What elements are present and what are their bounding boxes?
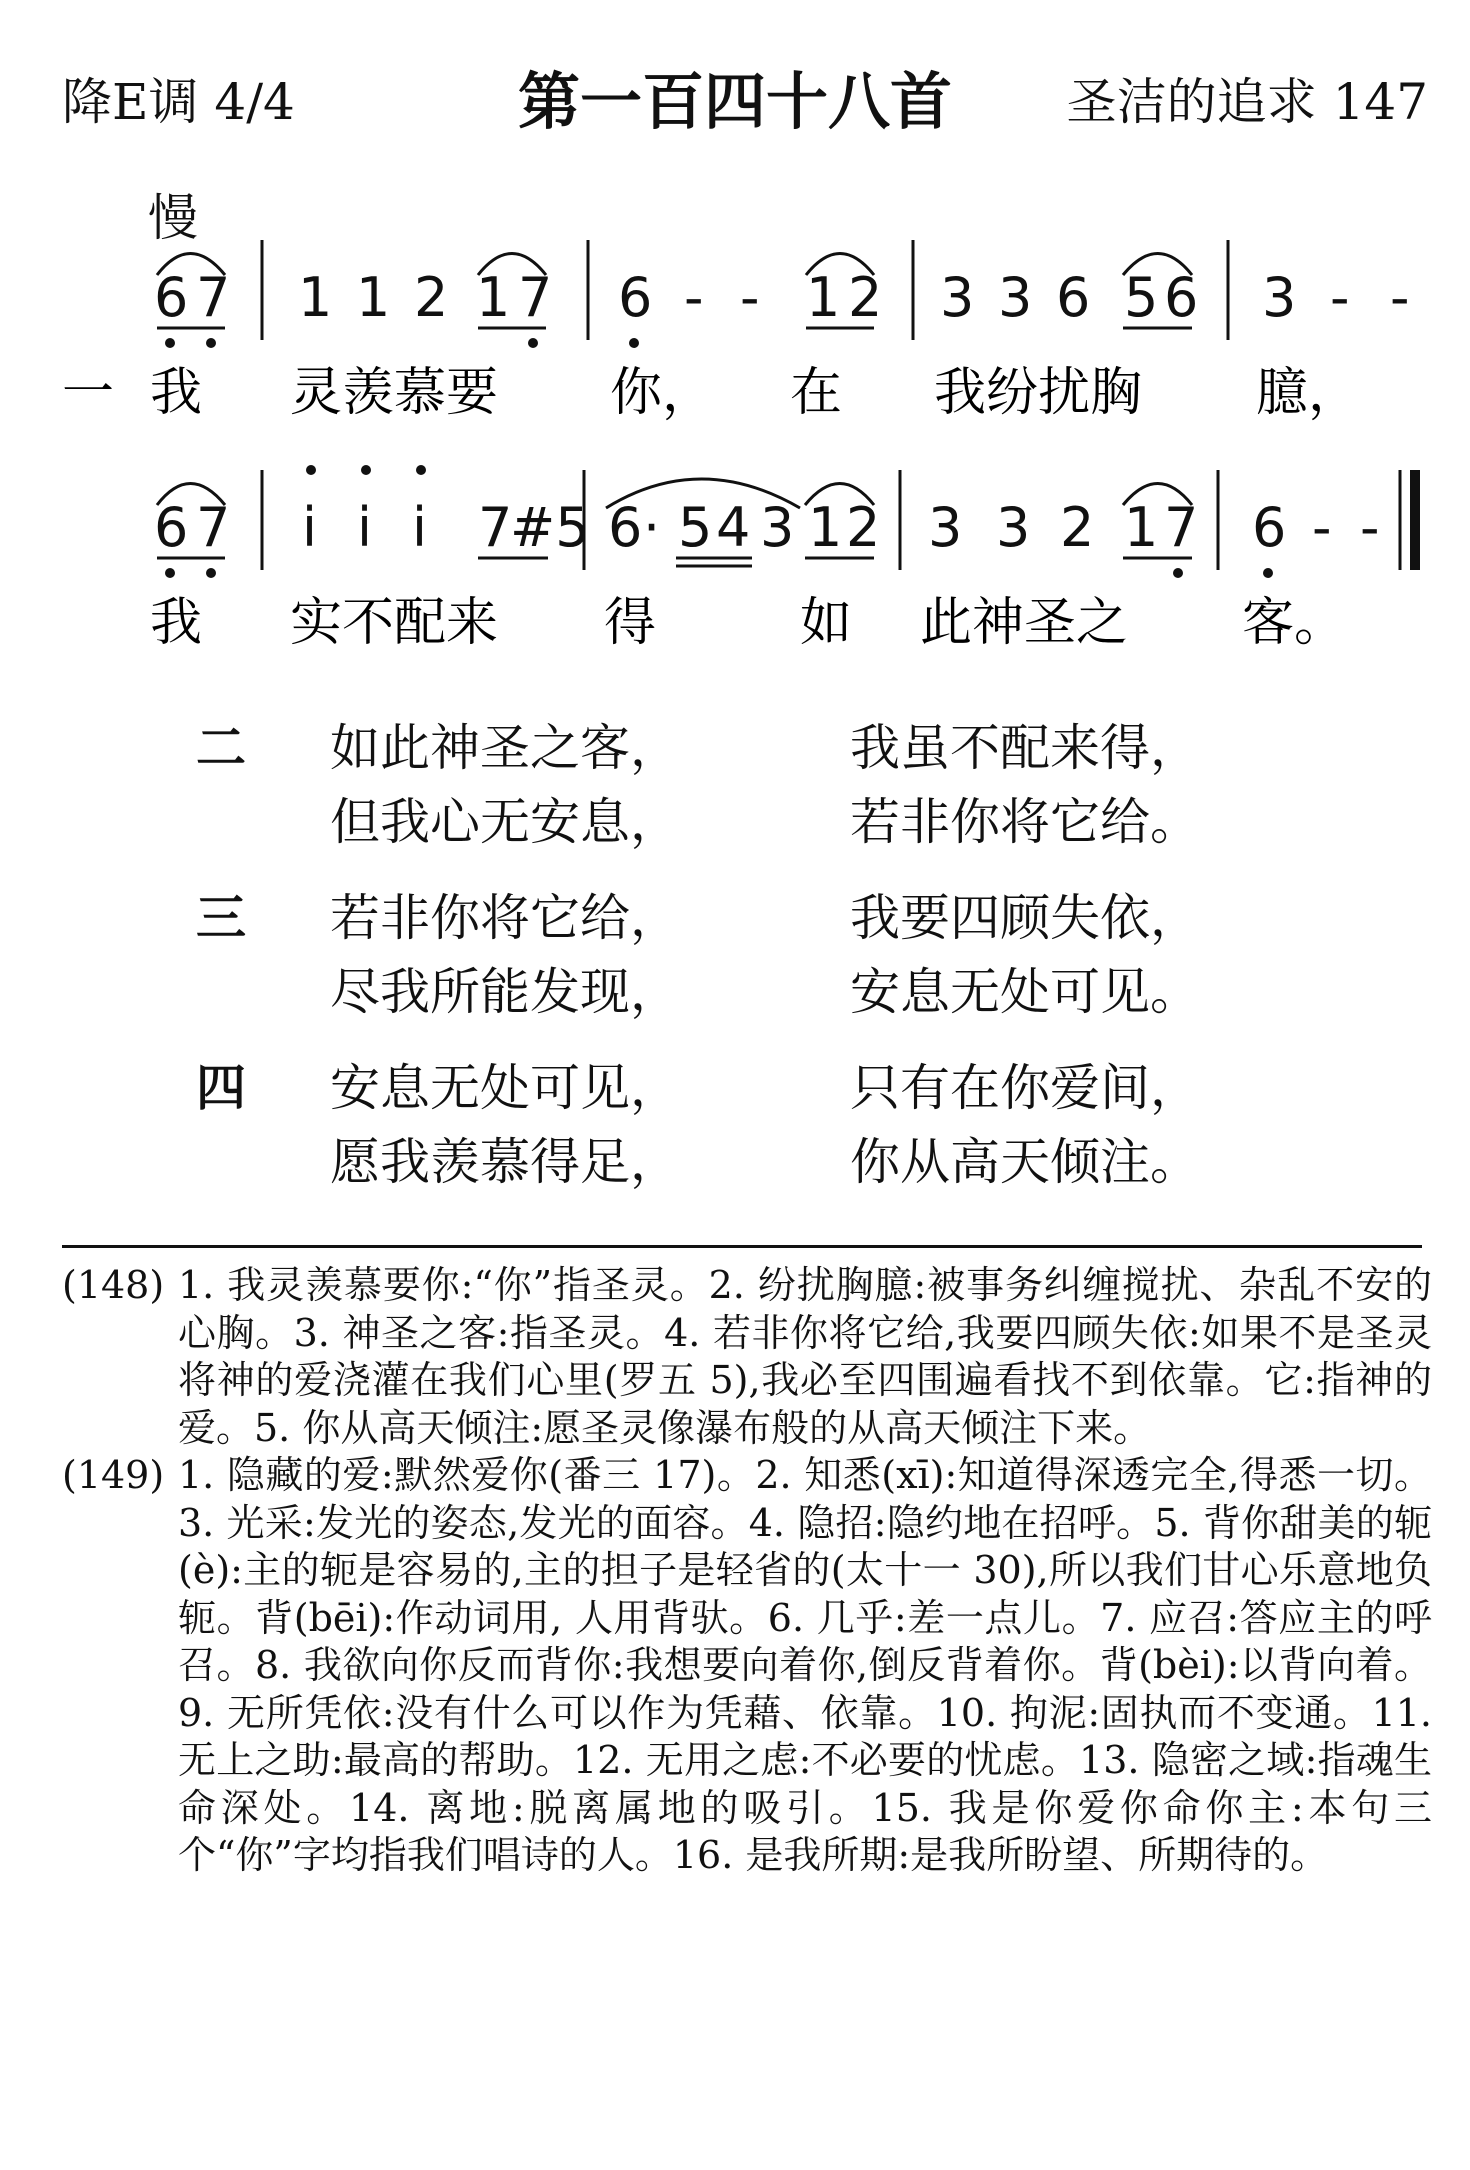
verse-line: 若非你将它给，: [330, 889, 680, 947]
key-signature: 降E调 4/4: [62, 73, 295, 131]
note: 1: [1124, 496, 1159, 559]
note: 5: [678, 496, 713, 559]
score-line-2-lyrics: [150, 593, 1346, 653]
footnote-text: 1. 我灵羡慕要你:“你”指圣灵。2. 纷扰胸臆:被事务纠缠搅扰、杂乱不安的心胸。3. 神圣之客:指圣灵。4. 若非你将它给,我要四顾失依:如果不是圣灵将神的爱浇灌在我们心里(罗五 5),我必至四围遍看找不到依靠。它:指神的爱。5. 你从高天倾注:愿圣灵像瀑布般的从高天倾注下来。: [178, 1263, 1432, 1450]
note: -: [740, 266, 760, 329]
lyric: 实不配来: [290, 593, 499, 653]
note: 6: [154, 496, 189, 559]
upper-octave-dot: [361, 465, 371, 475]
lyric: 灵羡慕要: [290, 363, 499, 423]
note: i: [302, 496, 318, 559]
note: -: [684, 266, 704, 329]
note: 6: [608, 496, 643, 559]
note: 3: [996, 496, 1031, 559]
upper-octave-dot: [416, 465, 426, 475]
note: -: [1360, 496, 1380, 559]
score-line-1-lyrics: [62, 363, 1360, 423]
footnote-divider: [62, 1245, 1422, 1248]
verse-number: 一: [62, 363, 115, 423]
lower-octave-dot: [1263, 568, 1273, 578]
note: 1: [806, 266, 841, 329]
note: i: [412, 496, 428, 559]
note: 3: [1262, 266, 1297, 329]
note: #5: [510, 496, 590, 559]
lower-octave-dot: [629, 338, 639, 348]
note: 1: [808, 496, 843, 559]
lower-octave-dot: [206, 568, 216, 578]
verse-number: 三: [196, 888, 246, 947]
verse-line: 尽我所能发现，: [330, 963, 680, 1021]
verse-line: 我要四顾失依，: [850, 889, 1200, 947]
note: 2: [848, 266, 883, 329]
note: ·: [643, 496, 661, 559]
note: -: [1312, 496, 1332, 559]
footnote-ref: (149): [62, 1453, 165, 1497]
note: i: [357, 496, 373, 559]
lyric: 得: [604, 593, 657, 653]
note: -: [1390, 266, 1410, 329]
note: 2: [414, 266, 449, 329]
lyric: 在: [790, 363, 843, 423]
note: 3: [940, 266, 975, 329]
lower-octave-dot: [1173, 568, 1183, 578]
score-line-2-notes: [154, 496, 1380, 559]
footnote-149: [62, 1452, 1432, 1880]
lyric: 我纷扰胸: [934, 363, 1143, 423]
lyric: 我: [150, 593, 203, 653]
tempo-marking: 慢: [148, 189, 198, 247]
note: 7: [196, 496, 231, 559]
footnote-text: 1. 隐藏的爱:默然爱你(番三 17)。2. 知悉(xī):知道得深透完全,得悉一切。3. 光采:发光的姿态,发光的面容。4. 隐招:隐约地在招呼。5. 背你甜美的轭(è):主的轭是容易的,主的担子是轻省的(太十一 30),所以我们甘心乐意地负轭。背(bēi):作动词用, 人用背驮。6. 几乎:差一点儿。7. 应召:答应主的呼召。8. 我欲向你反而背你:我想要向着你,倒反背着你。背(bèi):以背向着。9. 无所凭依:没有什么可以作为凭藉、依靠。10. 拘泥:固执而不变通。11. 无上之助:最高的帮助。12. 无用之虑:不必要的忧虑。13. 隐密之域:指魂生命深处。14. 离地:脱离属地的吸引。15. 我是你爱你命你主:本句三个“你”字均指我们唱诗的人。16. 是我所期:是我所盼望、所期待的。: [178, 1453, 1432, 1877]
lyric: 此神圣之: [920, 593, 1129, 653]
lyric: 你，: [610, 363, 715, 423]
hymn-title: 第一百四十八首: [517, 65, 952, 138]
note: 4: [716, 496, 751, 559]
footnote-148: [62, 1262, 1432, 1452]
note: 1: [298, 266, 333, 329]
note: 1: [476, 266, 511, 329]
verse-line: 安息无处可见。: [850, 963, 1200, 1021]
final-barline-thick: [1410, 470, 1420, 570]
verse-number: 二: [196, 718, 246, 777]
note: 7: [196, 266, 231, 329]
note: 3: [760, 496, 795, 559]
jianpu-score: [0, 0, 1470, 720]
lower-octave-dot: [206, 338, 216, 348]
note: 6: [154, 266, 189, 329]
lyric: 我: [150, 363, 203, 423]
verse-line: 你从高天倾注。: [850, 1133, 1200, 1191]
verse-line: 但我心无安息，: [330, 793, 680, 851]
lyric: 臆，: [1256, 363, 1361, 423]
note: 6: [618, 266, 653, 329]
footnote-ref: (148): [62, 1263, 165, 1307]
verse-line: 只有在你爱间，: [850, 1059, 1200, 1117]
note: 6: [1164, 266, 1199, 329]
verse-line: 愿我羡慕得足，: [330, 1133, 680, 1191]
verse-line: 我虽不配来得，: [850, 719, 1200, 777]
verse-number: 四: [196, 1058, 246, 1117]
note: 6: [1056, 266, 1091, 329]
note: 7: [478, 496, 513, 559]
note: 3: [998, 266, 1033, 329]
note: 1: [356, 266, 391, 329]
footnotes: [62, 1262, 1432, 1880]
lower-octave-dot: [165, 568, 175, 578]
verse-line: 若非你将它给。: [850, 793, 1200, 851]
verse-line: 如此神圣之客，: [330, 719, 680, 777]
lyric: 如: [800, 593, 853, 653]
upper-octave-dot: [306, 465, 316, 475]
note: 2: [1060, 496, 1095, 559]
verse-line: 安息无处可见，: [330, 1059, 680, 1117]
lower-octave-dot: [528, 338, 538, 348]
note: 3: [928, 496, 963, 559]
note: -: [1330, 266, 1350, 329]
note: 6: [1252, 496, 1287, 559]
collection-reference: 圣洁的追求 147: [1066, 73, 1428, 131]
lyric: 客。: [1242, 593, 1347, 653]
score-line-1-notes: [154, 266, 1410, 329]
note: 2: [846, 496, 881, 559]
note: 7: [1164, 496, 1199, 559]
note: 7: [518, 266, 553, 329]
note: 5: [1124, 266, 1159, 329]
lower-octave-dot: [165, 338, 175, 348]
